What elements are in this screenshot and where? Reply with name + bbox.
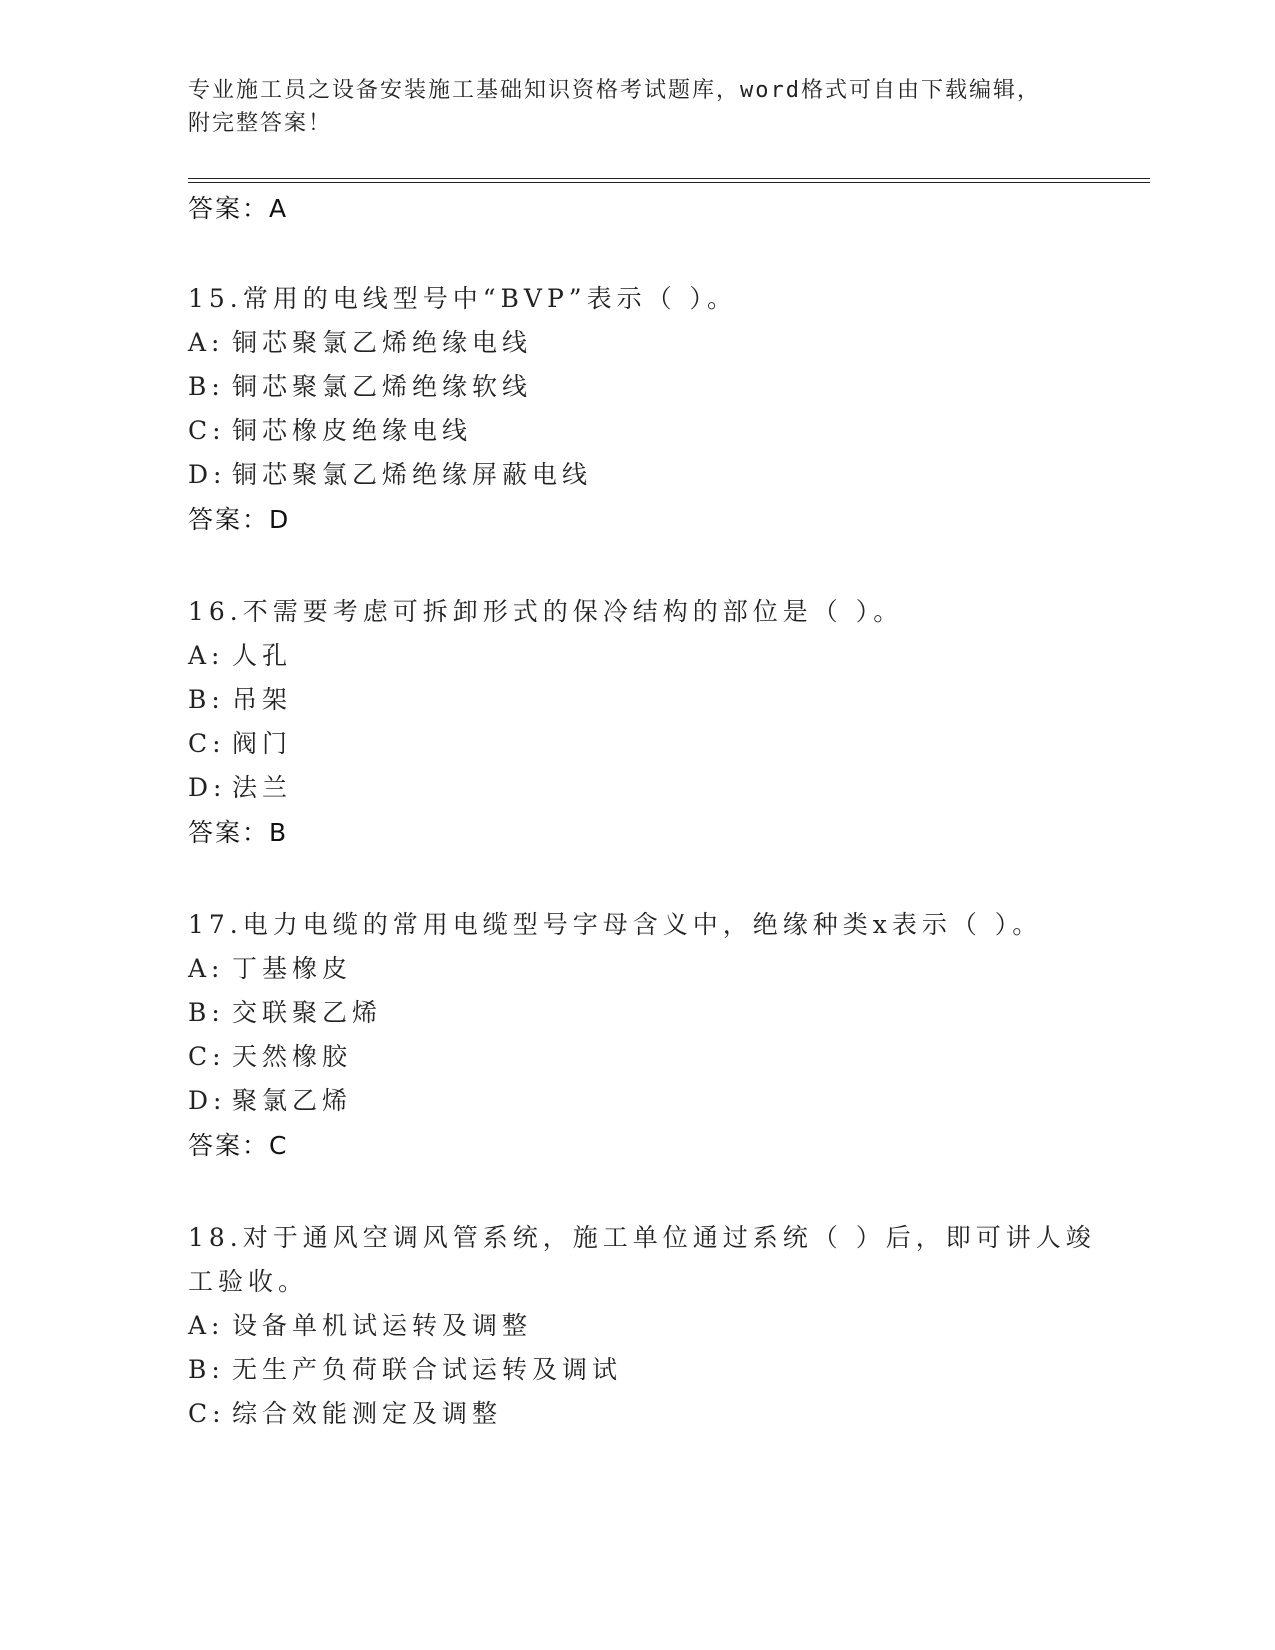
option-text: 人孔	[232, 641, 293, 670]
option-label: A:	[188, 1311, 225, 1340]
question-16-option-c	[188, 729, 292, 759]
question-15-option-a	[188, 328, 532, 358]
option-text: 交联聚乙烯	[232, 998, 383, 1027]
option-text: 法兰	[232, 773, 293, 802]
question-17-option-a	[188, 954, 352, 984]
option-text: 综合效能测定及调整	[232, 1399, 503, 1428]
option-text: 铜芯聚氯乙烯绝缘电线	[232, 328, 533, 357]
option-label: D:	[188, 460, 227, 489]
question-17-stem: 17.电力电缆的常用电缆型号字母含义中，绝缘种类x表示（ ）。	[188, 910, 1043, 939]
option-label: B:	[188, 372, 225, 401]
question-15-option-d	[188, 460, 592, 490]
option-label: B:	[188, 685, 225, 714]
option-label: D:	[188, 773, 227, 802]
question-15-option-c	[188, 416, 472, 446]
option-label: C:	[188, 1399, 226, 1428]
header-rule-top	[188, 178, 1150, 179]
option-label: B:	[188, 1355, 225, 1384]
option-label: C:	[188, 729, 226, 758]
question-18-stem-line-1: 18.对于通风空调风管系统，施工单位通过系统（ ）后，即可讲人竣	[188, 1223, 1096, 1252]
question-18-option-b	[188, 1355, 622, 1385]
option-text: 铜芯聚氯乙烯绝缘屏蔽电线	[232, 460, 593, 489]
question-15-stem: 15.常用的电线型号中“BVP”表示（ ）。	[188, 284, 738, 313]
question-16-option-d	[188, 773, 292, 803]
option-label: C:	[188, 1042, 226, 1071]
question-17-option-d	[188, 1086, 352, 1116]
option-text: 丁基橡皮	[232, 954, 353, 983]
option-text: 阀门	[232, 729, 293, 758]
option-label: A:	[188, 641, 225, 670]
option-label: B:	[188, 998, 225, 1027]
question-17-answer: 答案：C	[188, 1131, 289, 1160]
option-text: 铜芯聚氯乙烯绝缘软线	[232, 372, 533, 401]
option-label: C:	[188, 416, 226, 445]
previous-answer: 答案：A	[188, 194, 289, 223]
header-line-1: 专业施工员之设备安装施工基础知识资格考试题库，word格式可自由下载编辑，	[188, 78, 1041, 103]
option-text: 无生产负荷联合试运转及调试	[232, 1355, 623, 1384]
option-label: A:	[188, 954, 225, 983]
question-16-option-a	[188, 641, 292, 671]
question-16-stem: 16.不需要考虑可拆卸形式的保冷结构的部位是（ ）。	[188, 597, 904, 626]
question-15-option-b	[188, 372, 532, 402]
question-17-option-b	[188, 998, 382, 1028]
question-16-answer: 答案：B	[188, 818, 289, 847]
question-18-option-a	[188, 1311, 532, 1341]
question-17-option-c	[188, 1042, 352, 1072]
option-label: A:	[188, 328, 225, 357]
document-header	[188, 74, 1088, 140]
option-text: 吊架	[232, 685, 293, 714]
option-label: D:	[188, 1086, 227, 1115]
option-text: 聚氯乙烯	[232, 1086, 353, 1115]
question-18-option-c	[188, 1399, 502, 1429]
question-15-answer: 答案：D	[188, 505, 291, 534]
question-16-option-b	[188, 685, 292, 715]
option-text: 天然橡胶	[232, 1042, 353, 1071]
option-text: 设备单机试运转及调整	[232, 1311, 533, 1340]
option-text: 铜芯橡皮绝缘电线	[232, 416, 473, 445]
question-18-stem-line-2: 工验收。	[188, 1267, 309, 1296]
header-line-2: 附完整答案！	[188, 111, 333, 136]
header-rule-bottom	[188, 182, 1150, 183]
